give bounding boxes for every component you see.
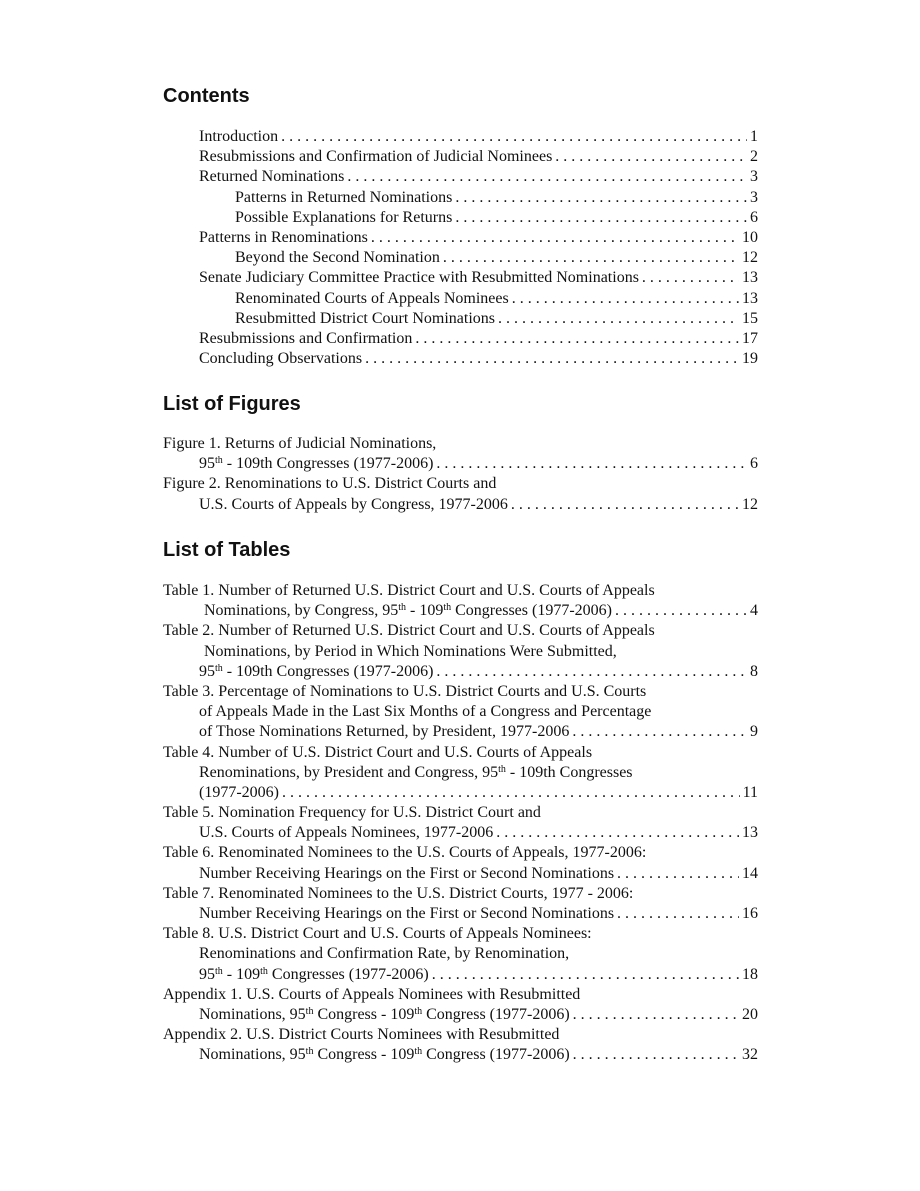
table-entry-title[interactable]: Table 8. U.S. District Court and U.S. Courts of Appeals Nominees: [163, 925, 592, 943]
table-entry-title[interactable]: Table 6. Renominated Nominees to the U.S. Courts of Appeals, 1977-2006: [163, 844, 647, 862]
table-entry[interactable]: 95th - 109th Congresses (1977-2006) . . . 8 [163, 662, 758, 682]
toc-entry[interactable]: Senate Judiciary Committee Practice with Resubmitted Nominations . . . 13 [163, 268, 758, 288]
dot-leader [347, 167, 747, 187]
dot-leader [642, 268, 739, 288]
contents-list [163, 127, 758, 369]
dot-leader [555, 147, 747, 167]
table-entry[interactable]: 95th - 109th Congresses (1977-2006) . . . 18 [163, 965, 758, 985]
dot-leader [436, 454, 747, 474]
page-number: 13 [742, 269, 758, 287]
table-entry-continued: Renominations, by President and Congress, 95th - 109th Congresses [199, 763, 633, 781]
dot-leader [371, 228, 739, 248]
dot-leader [498, 309, 739, 329]
tables-heading: List of Tables [163, 539, 291, 561]
dot-leader [415, 329, 739, 349]
page-number: 6 [750, 455, 758, 473]
toc-subentry[interactable]: Renominated Courts of Appeals Nominees . . . 13 [163, 289, 758, 309]
table-entry-title[interactable]: Table 4. Number of U.S. District Court and U.S. Courts of Appeals [163, 743, 593, 761]
page-number: 16 [742, 905, 758, 922]
figures-heading: List of Figures [163, 393, 301, 415]
page-number: 32 [742, 1046, 758, 1064]
table-entry[interactable]: of Those Nominations Returned, by President, 1977-2006 . . . 9 [163, 722, 758, 742]
toc-subentry[interactable]: Beyond the Second Nomination . . . 12 [163, 248, 758, 268]
dot-leader [573, 1045, 739, 1065]
page-number: 1 [750, 128, 758, 145]
page-number: 20 [742, 1005, 758, 1023]
tables-list [163, 581, 758, 1066]
table-entry-title[interactable]: Table 7. Renominated Nominees to the U.S. District Courts, 1977 - 2006: [163, 884, 634, 902]
dot-leader [512, 289, 739, 309]
page-number: 17 [742, 329, 758, 347]
table-entry-continued: Renominations and Confirmation Rate, by Renomination, [199, 945, 570, 963]
dot-leader [572, 722, 747, 742]
toc-subentry[interactable]: Possible Explanations for Returns . . . 6 [163, 208, 758, 228]
figure-entry[interactable]: 95th - 109th Congresses (1977-2006) . . . 6 [163, 454, 758, 474]
page-number: 4 [750, 602, 758, 620]
table-entry-continued: of Appeals Made in the Last Six Months of a Congress and Percentage [199, 703, 652, 721]
table-entry-title[interactable]: Table 1. Number of Returned U.S. District Court and U.S. Courts of Appeals [163, 582, 655, 599]
page-number: 13 [742, 824, 758, 842]
table-entry-title[interactable]: Table 2. Number of Returned U.S. District Court and U.S. Courts of Appeals [163, 622, 655, 640]
dot-leader [617, 864, 739, 884]
dot-leader [432, 965, 739, 985]
dot-leader [455, 188, 747, 208]
page-number: 3 [750, 168, 758, 186]
page-number: 19 [742, 350, 758, 368]
dot-leader [365, 349, 739, 369]
figure-entry[interactable]: U.S. Courts of Appeals by Congress, 1977-2006 . . . 12 [163, 495, 758, 515]
toc-entry[interactable]: Returned Nominations . . . 3 [163, 167, 758, 187]
page-number: 15 [742, 309, 758, 327]
page-number: 6 [750, 208, 758, 226]
appendix-entry[interactable]: Nominations, 95th Congress - 109th Congress (1977-2006) . . . 32 [163, 1045, 758, 1065]
dot-leader [617, 904, 739, 924]
figures-list [163, 434, 758, 515]
toc-entry[interactable]: Concluding Observations . . . 19 [163, 349, 758, 369]
toc-entry[interactable]: Resubmissions and Confirmation of Judicial Nominees . . . 2 [163, 147, 758, 167]
table-entry-title[interactable]: Table 5. Nomination Frequency for U.S. District Court and [163, 804, 541, 822]
dot-leader [281, 127, 747, 147]
appendix-entry[interactable]: Nominations, 95th Congress - 109th Congress (1977-2006) . . . 20 [163, 1005, 758, 1025]
dot-leader [615, 601, 747, 621]
page-number: 14 [742, 864, 758, 882]
table-entry-continued: Nominations, by Period in Which Nominations Were Submitted, [204, 642, 617, 660]
page-number: 12 [742, 495, 758, 513]
toc-subentry[interactable]: Patterns in Returned Nominations . . . 3 [163, 188, 758, 208]
contents-heading: Contents [163, 85, 250, 107]
dot-leader [455, 208, 747, 228]
page-number: 8 [750, 662, 758, 680]
dot-leader [282, 783, 740, 803]
toc-entry[interactable]: Introduction . . . 1 [163, 127, 758, 147]
appendix-entry-title[interactable]: Appendix 1. U.S. Courts of Appeals Nominees with Resubmitted [163, 985, 581, 1003]
table-entry[interactable]: Number Receiving Hearings on the First or Second Nominations . . . 16 [163, 904, 758, 924]
page-number: 3 [750, 188, 758, 206]
table-entry-title[interactable]: Table 3. Percentage of Nominations to U.S. District Courts and U.S. Courts [163, 682, 647, 700]
page-number: 12 [742, 249, 758, 267]
appendix-entry-title[interactable]: Appendix 2. U.S. District Courts Nominees with Resubmitted [163, 1026, 560, 1044]
page-number: 2 [750, 148, 758, 166]
table-entry[interactable]: Number Receiving Hearings on the First or Second Nominations . . . 14 [163, 864, 758, 884]
toc-entry[interactable]: Resubmissions and Confirmation . . . 17 [163, 329, 758, 349]
figure-entry-title[interactable]: Figure 1. Returns of Judicial Nominations, [163, 435, 437, 452]
dot-leader [511, 495, 739, 515]
dot-leader [436, 662, 747, 682]
table-entry[interactable]: U.S. Courts of Appeals Nominees, 1977-2006 . . . 13 [163, 823, 758, 843]
dot-leader [443, 248, 739, 268]
table-entry[interactable]: (1977-2006) . . . 11 [163, 783, 758, 803]
page-number: 18 [742, 965, 758, 983]
page-number: 10 [742, 228, 758, 246]
page-number: 11 [742, 783, 758, 801]
table-entry[interactable]: Nominations, by Congress, 95th - 109th Congresses (1977-2006) . . . 4 [163, 601, 758, 621]
dot-leader [573, 1005, 739, 1025]
dot-leader [496, 823, 739, 843]
toc-subentry[interactable]: Resubmitted District Court Nominations . . . 15 [163, 309, 758, 329]
toc-entry[interactable]: Patterns in Renominations . . . 10 [163, 228, 758, 248]
page-number: 9 [750, 723, 758, 741]
figure-entry-title[interactable]: Figure 2. Renominations to U.S. District Courts and [163, 475, 497, 493]
page-number: 13 [742, 289, 758, 307]
